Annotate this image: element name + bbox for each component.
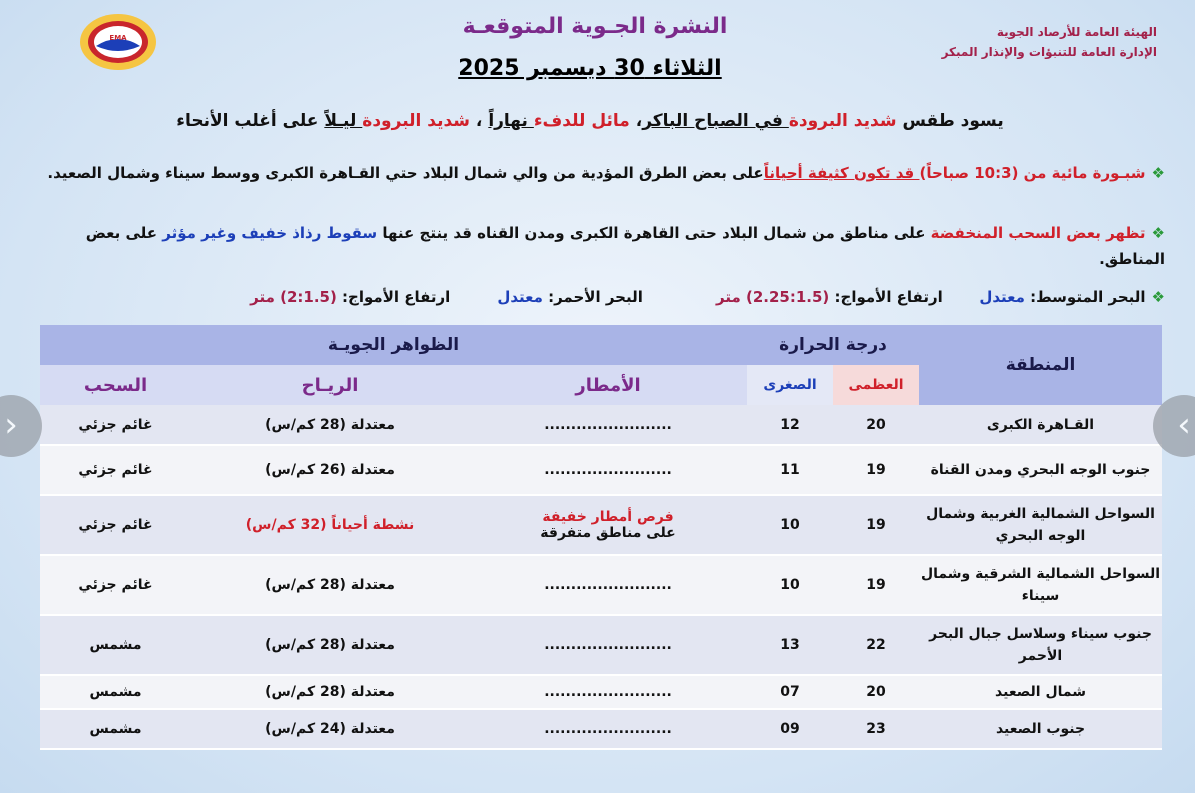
fog-text: على بعض الطرق المؤدية من والي شمال البلاد حتي القـاهرة الكبرى ووسط سيناء وشمال الصعيد.	[47, 164, 764, 182]
clouds-cell: غائم جزئي	[40, 555, 191, 615]
table-row	[40, 405, 1162, 445]
fog-text: شبـورة مائية من (10:3 صباحاً)	[919, 164, 1146, 182]
rain-cell: ........................	[469, 675, 747, 709]
region-header: المنطقة	[919, 325, 1162, 405]
ema-logo-icon	[78, 12, 158, 72]
rain-cell: ........................	[469, 615, 747, 675]
red-sea-label: البحر الأحمر:	[542, 288, 643, 306]
seas-bullet	[30, 284, 1165, 310]
summary-part: ليـلاً	[324, 111, 363, 131]
region-cell: السواحل الشمالية الغربية وشمال الوجه البحري	[919, 495, 1162, 555]
clouds-cell: مشمس	[40, 709, 191, 749]
max-temp-cell: 19	[833, 495, 919, 555]
region-cell: جنوب الصعيد	[919, 709, 1162, 749]
med-sea-label: البحر المتوسط:	[1024, 288, 1146, 306]
clouds-cell: مشمس	[40, 615, 191, 675]
table-header-row	[40, 325, 1162, 365]
min-temp-cell: 07	[747, 675, 833, 709]
min-temp-header: الصغرى	[747, 365, 833, 405]
rain-cell: ........................	[469, 709, 747, 749]
table-row	[40, 555, 1162, 615]
min-temp-cell: 12	[747, 405, 833, 445]
max-temp-cell: 20	[833, 405, 919, 445]
rain-text: على مناطق متفرقة	[540, 525, 676, 541]
chevron-right-icon: ›	[1177, 405, 1191, 445]
wind-cell: نشطة أحياناً (32 كم/س)	[191, 495, 469, 555]
red-sea-state: معتدل	[497, 288, 543, 306]
wind-cell: معتدلة (28 كم/س)	[191, 675, 469, 709]
summary-part: مائل للدفء	[533, 111, 630, 131]
region-cell: السواحل الشمالية الشرقية وشمال سيناء	[919, 555, 1162, 615]
summary-part: يسود طقس	[896, 111, 1004, 131]
clouds-text: على بعض المناطق.	[85, 224, 1165, 268]
organization-header	[897, 22, 1157, 62]
red-waves-label: ارتفاع الأمواج:	[336, 288, 451, 306]
summary-part: شديد البرودة	[788, 111, 897, 131]
rain-cell: ........................	[469, 445, 747, 495]
rain-text: فرص أمطار خفيفة	[542, 509, 674, 525]
org-name: الهيئة العامة للأرصاد الجوية	[996, 25, 1157, 39]
max-temp-cell: 23	[833, 709, 919, 749]
max-temp-cell: 19	[833, 445, 919, 495]
phenomena-header: الظواهر الجويـة	[40, 325, 747, 365]
region-cell: جنوب سيناء وسلاسل جبال البحر الأحمر	[919, 615, 1162, 675]
wind-cell: معتدلة (28 كم/س)	[191, 405, 469, 445]
chevron-left-icon: ‹	[4, 405, 18, 445]
clouds-cell: مشمس	[40, 675, 191, 709]
temperature-header: درجة الحرارة	[747, 325, 919, 365]
bullet-star-icon: ❖	[1151, 224, 1165, 242]
rain-cell	[469, 495, 747, 555]
region-cell: القـاهرة الكبرى	[919, 405, 1162, 445]
forecast-table	[40, 325, 1162, 750]
region-cell: جنوب الوجه البحري ومدن القناة	[919, 445, 1162, 495]
rain-cell: ........................	[469, 405, 747, 445]
logo-text: EMA	[109, 34, 127, 42]
table-row	[40, 675, 1162, 709]
clouds-cell: غائم جزئي	[40, 445, 191, 495]
rain-header: الأمطار	[469, 365, 747, 405]
min-temp-cell: 09	[747, 709, 833, 749]
bullet-star-icon: ❖	[1151, 164, 1165, 182]
summary-part: نهاراً	[488, 111, 534, 131]
min-temp-cell: 13	[747, 615, 833, 675]
wind-cell: معتدلة (28 كم/س)	[191, 615, 469, 675]
max-temp-cell: 22	[833, 615, 919, 675]
bullet-star-icon: ❖	[1151, 288, 1165, 306]
wind-cell: معتدلة (24 كم/س)	[191, 709, 469, 749]
max-temp-cell: 20	[833, 675, 919, 709]
summary-part: في الصباح الباكر	[642, 111, 789, 131]
clouds-text: على مناطق من شمال البلاد حتى القاهرة الكبرى ومدن القناه قد ينتج عنها	[377, 224, 931, 242]
summary-line	[100, 111, 1080, 131]
clouds-header: السحب	[40, 365, 191, 405]
med-waves-value: (2.25:1.5) متر	[716, 288, 830, 306]
min-temp-cell: 11	[747, 445, 833, 495]
max-temp-cell: 19	[833, 555, 919, 615]
region-cell: شمال الصعيد	[919, 675, 1162, 709]
bulletin-date: الثلاثاء 30 ديسمبر 2025	[458, 56, 722, 81]
med-waves-label: ارتفاع الأمواج:	[829, 288, 943, 306]
clouds-cell: غائم جزئي	[40, 405, 191, 445]
clouds-text: تظهر بعض السحب المنخفضة	[930, 224, 1146, 242]
wind-header: الريـاح	[191, 365, 469, 405]
red-waves-value: (2:1.5) متر	[250, 288, 337, 306]
min-temp-cell: 10	[747, 495, 833, 555]
med-sea-state: معتدل	[979, 288, 1025, 306]
table-row	[40, 615, 1162, 675]
page-title: النشرة الجـوية المتوقعـة	[462, 14, 728, 39]
table-row	[40, 445, 1162, 495]
clouds-text: سقوط رذاذ خفيف وغير مؤثر	[162, 224, 378, 242]
fog-bullet	[30, 160, 1165, 186]
summary-part: شديد البرودة	[362, 111, 471, 131]
wind-cell: معتدلة (26 كم/س)	[191, 445, 469, 495]
table-row	[40, 709, 1162, 749]
previous-slide-button[interactable]	[0, 395, 42, 457]
summary-part: ،	[470, 111, 489, 131]
rain-cell: ........................	[469, 555, 747, 615]
table-row	[40, 495, 1162, 555]
wind-cell: معتدلة (28 كم/س)	[191, 555, 469, 615]
clouds-cell: غائم جزئي	[40, 495, 191, 555]
min-temp-cell: 10	[747, 555, 833, 615]
summary-part: على أغلب الأنحاء	[176, 111, 325, 131]
org-department: الإدارة العامة للتنبؤات والإنذار المبكر	[941, 45, 1157, 59]
clouds-bullet	[30, 220, 1165, 272]
max-temp-header: العظمى	[833, 365, 919, 405]
fog-text: قد تكون كثيفة أحياناً	[763, 164, 920, 182]
summary-part: ،	[629, 111, 643, 131]
